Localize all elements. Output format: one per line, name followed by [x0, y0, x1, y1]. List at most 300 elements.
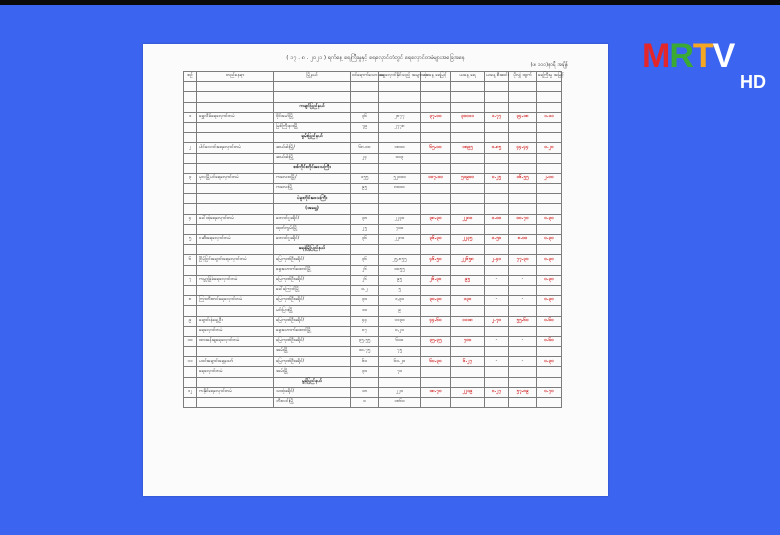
table-cell: ၂၅: [351, 224, 379, 234]
table-cell: [485, 92, 509, 102]
table-cell: ၁၆.၅၅: [509, 173, 537, 183]
table-cell: ၂၂၃၀: [379, 214, 421, 224]
table-cell: [485, 245, 509, 255]
table-cell: [485, 82, 509, 92]
table-cell: ၀.၃၀: [537, 255, 562, 265]
table-cell: ၃၆: [351, 112, 379, 122]
table-cell: ၂၆: [351, 265, 379, 275]
table-cell: [509, 184, 537, 194]
table-cell: [451, 398, 485, 408]
table-cell: [197, 122, 274, 132]
table-cell: ၀၇: [351, 326, 379, 336]
table-cell: [421, 347, 451, 357]
table-cell: [451, 153, 485, 163]
document-title: ( ၁၇ . ၈ . ၂၀၂၁ ) ရက်နေ့ ရေကြီးမှုနှင့် ရေလှောင်တံတွင် ရေလှောင်တမံများအခြေအနေ: [286, 55, 465, 61]
table-cell: ၃၀၀၁၁: [451, 112, 485, 122]
table-cell: [421, 224, 451, 234]
table-cell: ၉: [184, 316, 197, 326]
table-cell: [485, 367, 509, 377]
table-cell: ၁၁၁၈: [451, 316, 485, 326]
table-cell: ၃၆: [351, 255, 379, 265]
table-cell: ၁၃၀: [451, 296, 485, 306]
table-cell: [485, 122, 509, 132]
table-cell: ၃၀: [351, 367, 379, 377]
table-cell: ၁၀: [184, 336, 197, 346]
table-cell: [509, 245, 537, 255]
table-cell: ၅: [379, 285, 421, 295]
table-cell: ဆယ်ခါးမြို့/: [274, 143, 351, 153]
table-cell: ၃၆: [351, 235, 379, 245]
table-cell: [451, 194, 485, 204]
table-cell: ရေနံမြို့ပြည်နယ်: [274, 245, 351, 255]
table-cell: ၁: [184, 112, 197, 122]
table-cell: -: [509, 296, 537, 306]
table-cell: မင်းပြားမြို့: [274, 306, 351, 316]
table-row: [184, 296, 562, 306]
table-row: [184, 336, 562, 346]
table-cell: ၂၈၇၇: [379, 112, 421, 122]
table-cell: [509, 377, 537, 387]
table-cell: မြေကုဏ်ဦးခရိုင်/: [274, 316, 351, 326]
table-cell: ၄: [184, 214, 197, 224]
table-cell: [485, 306, 509, 316]
table-cell: [537, 347, 562, 357]
reservoir-table: [183, 71, 562, 408]
table-cell: -: [485, 296, 509, 306]
table-cell: ၇၀၀: [451, 336, 485, 346]
table-cell: ၂၂၈၀: [451, 214, 485, 224]
table-row: [184, 102, 562, 112]
table-cell: ၂.၀၀: [537, 173, 562, 183]
table-row: [184, 347, 562, 357]
table-cell: [451, 377, 485, 387]
table-cell: [184, 194, 197, 204]
table-cell: ၂၂၆၅၈: [451, 255, 485, 265]
table-cell: ၈.၀၀: [509, 235, 537, 245]
table-cell: ၁၅၅: [351, 173, 379, 183]
table-cell: [509, 224, 537, 234]
table-cell: [537, 92, 562, 102]
table-cell: ၃၅.၃၅: [421, 336, 451, 346]
table-cell: [421, 102, 451, 112]
table-cell: ခေါ်ကြောင်မြို့: [274, 285, 351, 295]
table-cell: ၂၄: [351, 153, 379, 163]
table-cell: မြေကုဏ်ဦးခရိုင်/: [274, 275, 351, 285]
table-cell: [351, 102, 379, 112]
table-cell: [197, 102, 274, 112]
table-cell: ၅၅.၆၀: [509, 316, 537, 326]
table-cell: ၆၅.၀၀: [421, 143, 451, 153]
table-cell: [421, 122, 451, 132]
table-cell: [197, 82, 274, 92]
table-cell: [485, 102, 509, 112]
table-cell: [451, 184, 485, 194]
mrtv-wordmark: [642, 38, 734, 74]
table-row: [184, 306, 562, 316]
table-row: [184, 275, 562, 285]
table-cell: [537, 306, 562, 316]
table-cell: [485, 377, 509, 387]
table-cell: ထားခန်းချရေလှောင်တမံ: [197, 336, 274, 346]
table-cell: မြေကုဏ်ဦးခရိုင်/: [274, 255, 351, 265]
table-cell: [537, 82, 562, 92]
table-cell: [451, 133, 485, 143]
table-row: [184, 133, 562, 143]
table-cell: ၀.၂၇: [485, 387, 509, 397]
table-cell: [184, 367, 197, 377]
table-cell: [509, 92, 537, 102]
table-cell: ၀.၅၀: [485, 235, 509, 245]
table-cell: [274, 82, 351, 92]
table-row: [184, 163, 562, 173]
table-cell: [485, 224, 509, 234]
document-sheet: [143, 44, 608, 496]
table-cell: [351, 82, 379, 92]
table-row: [184, 184, 562, 194]
table-cell: [537, 204, 562, 214]
table-cell: [421, 82, 451, 92]
table-cell: [184, 153, 197, 163]
table-cell: [197, 153, 274, 163]
table-cell: ၁၈၉၅: [451, 143, 485, 153]
table-cell: ၁,၃၀: [379, 296, 421, 306]
table-cell: ငဆီးရေလှောင်တမံ: [197, 235, 274, 245]
table-cell: [451, 82, 485, 92]
table-cell: ကလေးမြို့: [274, 184, 351, 194]
table-cell: မွန်ပြည်နယ်: [274, 377, 351, 387]
table-cell: [509, 153, 537, 163]
table-cell: [509, 194, 537, 204]
column-header: ယနေ့ ရေမြင့်: [421, 72, 451, 82]
table-cell: ၅၇.၈၉: [509, 387, 537, 397]
table-cell: မြစ်ကြီးနားမြို့: [274, 122, 351, 132]
table-cell: [351, 92, 379, 102]
column-header: ဝင်ရောက်သော ရေ: [351, 72, 379, 82]
table-cell: [485, 184, 509, 194]
table-cell: [184, 306, 197, 316]
table-cell: ၁.၇၇: [485, 112, 509, 122]
table-cell: [485, 265, 509, 275]
table-cell: [184, 377, 197, 387]
table-cell: [537, 367, 562, 377]
table-cell: -: [509, 336, 537, 346]
table-cell: ၁၂: [184, 387, 197, 397]
table-cell: [197, 245, 274, 255]
table-cell: [197, 285, 274, 295]
table-cell: ၀,၂၀: [379, 326, 421, 336]
table-cell: ၂၂၈၀: [379, 235, 421, 245]
table-cell: [451, 102, 485, 112]
table-cell: ၂၂၃၅: [451, 235, 485, 245]
table-cell: [351, 204, 379, 214]
table-cell: ၀၀၃: [379, 153, 421, 163]
table-cell: ၇: [184, 275, 197, 285]
table-cell: [485, 285, 509, 295]
table-cell: ၂၂၁၉: [451, 387, 485, 397]
table-cell: ကလေးဝမြို့/: [274, 173, 351, 183]
table-row: [184, 92, 562, 102]
table-cell: ဝိုင်းမော်မြို့: [274, 112, 351, 122]
column-header: ယနေ့ ရေ: [451, 72, 485, 82]
table-cell: [451, 224, 485, 234]
table-cell: [451, 285, 485, 295]
table-cell: [421, 245, 451, 255]
table-cell: [485, 347, 509, 357]
table-cell: [485, 398, 509, 408]
table-cell: [451, 265, 485, 275]
table-cell: ၃၈.၃၀: [421, 214, 451, 224]
table-body: [184, 82, 562, 408]
table-cell: [184, 82, 197, 92]
table-cell: [184, 224, 197, 234]
table-cell: [421, 367, 451, 377]
table-row: [184, 357, 562, 367]
mrtv-hd-logo: [642, 38, 774, 96]
column-header: ရေကြီးမှု အမြင့်: [537, 72, 562, 82]
table-cell: [485, 133, 509, 143]
table-cell: [421, 163, 451, 173]
table-cell: [184, 245, 197, 255]
table-cell: မြေကုဏ်ဦးခရိုင်/: [274, 296, 351, 306]
table-cell: ၀.၈၅: [485, 143, 509, 153]
table-cell: [184, 102, 197, 112]
table-cell: အမ်းမြို့: [274, 347, 351, 357]
table-cell: [421, 153, 451, 163]
table-cell: ကြာတီးတင်ရေလှောင်တမံ: [197, 296, 274, 306]
table-row: [184, 204, 562, 214]
table-cell: [421, 285, 451, 295]
table-cell: ၇၀၀: [379, 224, 421, 234]
table-cell: [351, 163, 379, 173]
document-note: (ဖ၊ ၁၀၀)နာရီ အချိန်: [530, 62, 568, 68]
table-row: [184, 377, 562, 387]
table-cell: ၉: [379, 306, 421, 316]
table-cell: [537, 133, 562, 143]
table-cell: [421, 377, 451, 387]
table-cell: [379, 163, 421, 173]
column-header: ပိုလျှံ ထွက်: [509, 72, 537, 82]
table-cell: [451, 326, 485, 336]
table-cell: ရေလှောင်တမံ: [197, 367, 274, 377]
table-cell: [184, 133, 197, 143]
table-cell: ၇၉: [351, 122, 379, 132]
table-cell: [509, 133, 537, 143]
table-cell: ပဲခူးတိုင်းဒေသကြီး: [274, 194, 351, 204]
table-cell: [379, 194, 421, 204]
table-row: [184, 122, 562, 132]
table-cell: [537, 265, 562, 275]
table-cell: ၂.၄၀: [485, 255, 509, 265]
hd-label: HD: [740, 72, 766, 92]
table-cell: ၂၅,၈၅၅: [379, 255, 421, 265]
table-cell: [351, 377, 379, 387]
table-cell: ၂၂၀: [379, 387, 421, 397]
table-row: [184, 387, 562, 397]
table-cell: ၀၀၅၅: [379, 265, 421, 275]
table-cell: [379, 82, 421, 92]
table-row: [184, 224, 562, 234]
table-cell: [537, 398, 562, 408]
table-cell: [537, 224, 562, 234]
table-cell: ၀.၃၀: [537, 357, 562, 367]
column-header: စဉ်: [184, 72, 197, 82]
table-cell: [451, 347, 485, 357]
table-cell: ၅: [184, 235, 197, 245]
table-cell: [537, 184, 562, 194]
table-cell: [197, 347, 274, 357]
table-cell: [451, 306, 485, 316]
table-cell: [509, 347, 537, 357]
table-cell: [379, 204, 421, 214]
table-cell: [421, 92, 451, 102]
table-cell: ၀.၃၀: [537, 214, 562, 224]
table-cell: ၂၇၇၈: [379, 122, 421, 132]
table-cell: [509, 326, 537, 336]
table-cell: [421, 265, 451, 275]
table-cell: ၉၅: [379, 275, 421, 285]
table-cell: [451, 92, 485, 102]
logo-letter-r: R: [669, 37, 693, 75]
table-cell: [537, 122, 562, 132]
table-cell: ၂.၇၀: [485, 316, 509, 326]
table-cell: ၀: [351, 398, 379, 408]
table-cell: [351, 194, 379, 204]
table-cell: [509, 163, 537, 173]
table-cell: -: [509, 275, 537, 285]
table-cell: ၁၀၇.၀၀: [421, 173, 451, 183]
top-border: [0, 0, 780, 5]
table-cell: ၄၄.၆၀: [421, 316, 451, 326]
table-cell: ၈၀၀၀: [379, 184, 421, 194]
table-cell: ရှမ်းပြည်နယ်: [274, 133, 351, 143]
table-cell: [184, 265, 197, 275]
table-cell: [421, 326, 451, 336]
table-cell: ၀.၃၀: [537, 235, 562, 245]
table-cell: ပဝင်းချောင်းရှေ့သော်: [197, 357, 274, 367]
table-cell: ၆၀.၃၀: [421, 357, 451, 367]
table-cell: ၃၈: [351, 214, 379, 224]
table-cell: [509, 265, 537, 275]
table-row: [184, 367, 562, 377]
table-cell: [451, 367, 485, 377]
table-cell: [197, 163, 274, 173]
table-cell: [184, 285, 197, 295]
logo-letter-m: M: [642, 37, 670, 75]
table-cell: ၁၈.၇၀: [421, 387, 451, 397]
table-cell: [421, 194, 451, 204]
table-cell: အမ်းမြို့: [274, 367, 351, 377]
table-cell: [451, 163, 485, 173]
table-cell: ၄၆.၅၀: [421, 255, 451, 265]
table-cell: [184, 163, 197, 173]
table-row: [184, 326, 562, 336]
table-cell: ၃၅.၅၅: [351, 336, 379, 346]
table-cell: ၂၆.၃၀: [421, 275, 451, 285]
table-cell: ၃၀.၃၀: [421, 296, 451, 306]
table-cell: [509, 102, 537, 112]
table-cell: ၇၅: [379, 347, 421, 357]
column-header: ရေလှောင်နိုင်သည့် အများဆုံး: [379, 72, 421, 82]
table-cell: ၁၈: [351, 387, 379, 397]
table-cell: ၀၀.၇၀: [509, 214, 537, 224]
table-cell: [197, 398, 274, 408]
table-cell: [537, 326, 562, 336]
table-cell: [351, 245, 379, 255]
table-cell: [184, 204, 197, 214]
table-cell: [421, 306, 451, 316]
logo-letter-v: V: [712, 37, 735, 75]
table-cell: [537, 285, 562, 295]
table-cell: ၀.၆၀: [537, 316, 562, 326]
column-header: တည်နေရာ: [197, 72, 274, 82]
table-cell: [197, 377, 274, 387]
table-cell: ဘီးလင်းမြို့: [274, 398, 351, 408]
table-cell: ၄၄: [351, 316, 379, 326]
table-cell: ၁၁၃၀: [379, 316, 421, 326]
table-cell: [421, 133, 451, 143]
table-row: [184, 153, 562, 163]
table-cell: ၀.၆၀: [537, 336, 562, 346]
table-cell: [537, 153, 562, 163]
table-cell: [379, 92, 421, 102]
table-row: [184, 398, 562, 408]
table-cell: [485, 326, 509, 336]
table-row: [184, 173, 562, 183]
table-row: [184, 214, 562, 224]
table-cell: ၃၀: [351, 296, 379, 306]
table-cell: [485, 153, 509, 163]
table-cell: -: [485, 275, 509, 285]
table-cell: [537, 194, 562, 204]
column-header: ယနေ့ စီးဆင်း: [485, 72, 509, 82]
table-cell: [197, 184, 274, 194]
table-cell: တောင်ငူခရိုင်/: [274, 235, 351, 245]
table-cell: [184, 326, 197, 336]
table-cell: [197, 204, 274, 214]
table-cell: [485, 194, 509, 204]
table-cell: ၅၁၉၀၀: [451, 173, 485, 183]
table-cell: ၁၈၆၀: [379, 398, 421, 408]
table-cell: ရေလှောင်တမံ: [197, 326, 274, 336]
table-cell: [421, 398, 451, 408]
table-row: [184, 265, 562, 275]
table-row: [184, 82, 562, 92]
table-cell: မြေကုဏ်ဦးခရိုင်/: [274, 357, 351, 367]
table-cell: [451, 122, 485, 132]
table-cell: ၀.၂၅: [485, 173, 509, 183]
table-cell: ၁၀.၇၅: [351, 347, 379, 357]
table-cell: [197, 133, 274, 143]
table-cell: [421, 204, 451, 214]
table-row: [184, 285, 562, 295]
table-cell: ၆၀: [351, 357, 379, 367]
table-cell: ၀.၇၀: [537, 387, 562, 397]
table-row: [184, 255, 562, 265]
table-cell: ၆.၂၇: [451, 357, 485, 367]
table-cell: [509, 367, 537, 377]
table-cell: ဆယ်ခါးမြို့: [274, 153, 351, 163]
table-cell: မြေကုဏ်ဦးခရိုင်/: [274, 336, 351, 346]
table-cell: [451, 245, 485, 255]
table-cell: [421, 184, 451, 194]
table-cell: [197, 224, 274, 234]
table-cell: ၀.၀၀: [485, 214, 509, 224]
table-cell: ၃၄.၁၈: [509, 112, 537, 122]
table-cell: [184, 398, 197, 408]
table-row: [184, 235, 562, 245]
table-row: [184, 194, 562, 204]
table-cell: [184, 92, 197, 102]
